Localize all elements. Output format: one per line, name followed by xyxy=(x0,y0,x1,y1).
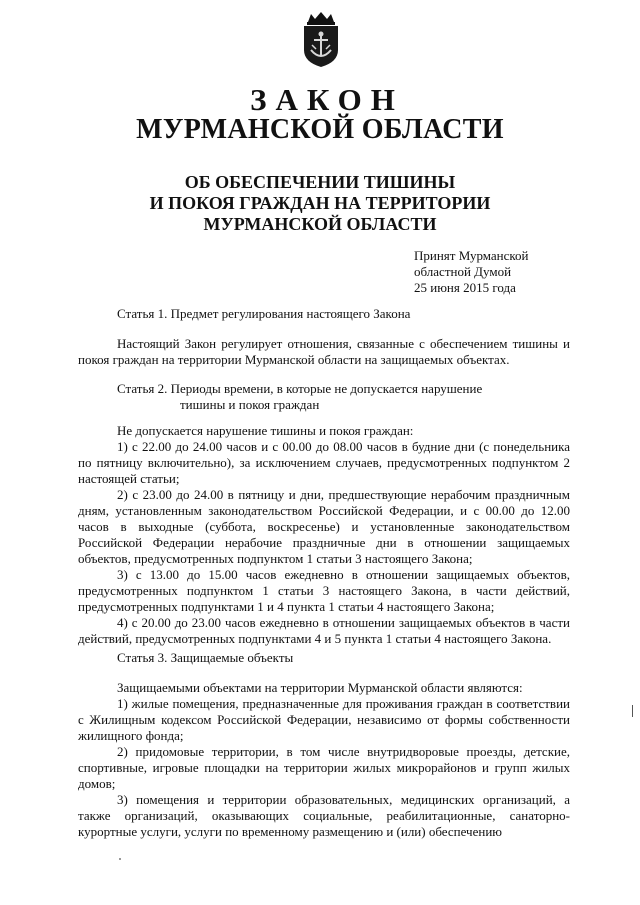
scan-dot-mark xyxy=(119,858,121,860)
article-3-body xyxy=(78,680,570,840)
article-2-item: 4) с 20.00 до 23.00 часов ежедневно в отношении защищаемых объектов в части действий, предусмотренных подпунктами 4 и 5 пункта 1 статьи 4 настоящего Закона. xyxy=(78,615,570,646)
article-3-item: 1) жилые помещения, предназначенные для проживания граждан в соответствии с Жилищным кодексом Российской Федерации, независимо от формы собственности жилищного фонда; xyxy=(78,696,570,743)
law-title: ЗАКОН xyxy=(250,82,404,117)
subtitle-line: МУРМАНСКОЙ ОБЛАСТИ xyxy=(203,214,437,234)
article-2-item: 1) с 22.00 до 24.00 часов и с 00.00 до 08.00 часов в будние дни (с понедельника по пятницу включительно), за исключением случаев, предусмотренных подпунктом 2 настоящей статьи; xyxy=(78,439,570,486)
article-1-paragraph: Настоящий Закон регулирует отношения, связанные с обеспечением тишины и покоя граждан на территории Мурманской области на защищаемых объектах. xyxy=(78,336,570,367)
article-2-heading xyxy=(117,381,482,413)
article-3-intro: Защищаемыми объектами на территории Мурманской области являются: xyxy=(117,680,523,695)
article-2-heading-line: Статья 2. Периоды времени, в которые не допускается нарушение xyxy=(117,381,483,396)
subtitle-line: И ПОКОЯ ГРАЖДАН НА ТЕРРИТОРИИ xyxy=(149,193,491,213)
article-3-item: 3) помещения и территории образовательных, медицинских организаций, а также организаций, оказывающих социальные, реабилитационные, санаторно-курортные услуги, услуги по временному размещению и (или) обеспечению xyxy=(78,792,570,839)
article-1-body xyxy=(78,336,570,368)
article-2-body xyxy=(78,423,570,647)
article-2-item: 2) с 23.00 до 24.00 в пятницу и дни, предшествующие нерабочим праздничным дням, установленным законодательством Российской Федерации, и с 00.00 до 12.00 часов в выходные (суббота, воскресенье) и установленные законодательством Российской Федерации нерабочие праздничные дни в отношении защищаемых объектов, предусмотренных подпунктом 1 статьи 3 настоящего Закона; xyxy=(78,487,570,566)
article-3-item: 2) придомовые территории, в том числе внутридворовые проезды, детские, спортивные, игровые площадки на территории жилых микрорайонов и групп жилых домов; xyxy=(78,744,570,791)
article-1-heading: Статья 1. Предмет регулирования настоящего Закона xyxy=(117,306,411,321)
adoption-note xyxy=(414,248,529,296)
adoption-line: областной Думой xyxy=(414,264,512,279)
article-2-intro: Не допускается нарушение тишины и покоя граждан: xyxy=(117,423,414,438)
article-2-item: 3) с 13.00 до 15.00 часов ежедневно в отношении защищаемых объектов, предусмотренных подпунктом 1 статьи 3 настоящего Закона, в части действий, предусмотренных подпунктами 1 и 4 пункта 1 статьи 4 настоящего Закона; xyxy=(78,567,570,614)
law-subtitle xyxy=(0,172,640,235)
scan-margin-mark xyxy=(632,705,638,717)
subtitle-line: ОБ ОБЕСПЕЧЕНИИ ТИШИНЫ xyxy=(184,172,456,192)
article-3-heading: Статья 3. Защищаемые объекты xyxy=(117,650,294,665)
article-2-heading-line: тишины и покоя граждан xyxy=(180,397,320,412)
murmansk-coat-of-arms-icon xyxy=(300,12,342,68)
adoption-line: Принят Мурманской xyxy=(414,248,529,263)
adoption-date: 25 июня 2015 года xyxy=(414,280,516,295)
region-title: МУРМАНСКОЙ ОБЛАСТИ xyxy=(136,114,504,145)
